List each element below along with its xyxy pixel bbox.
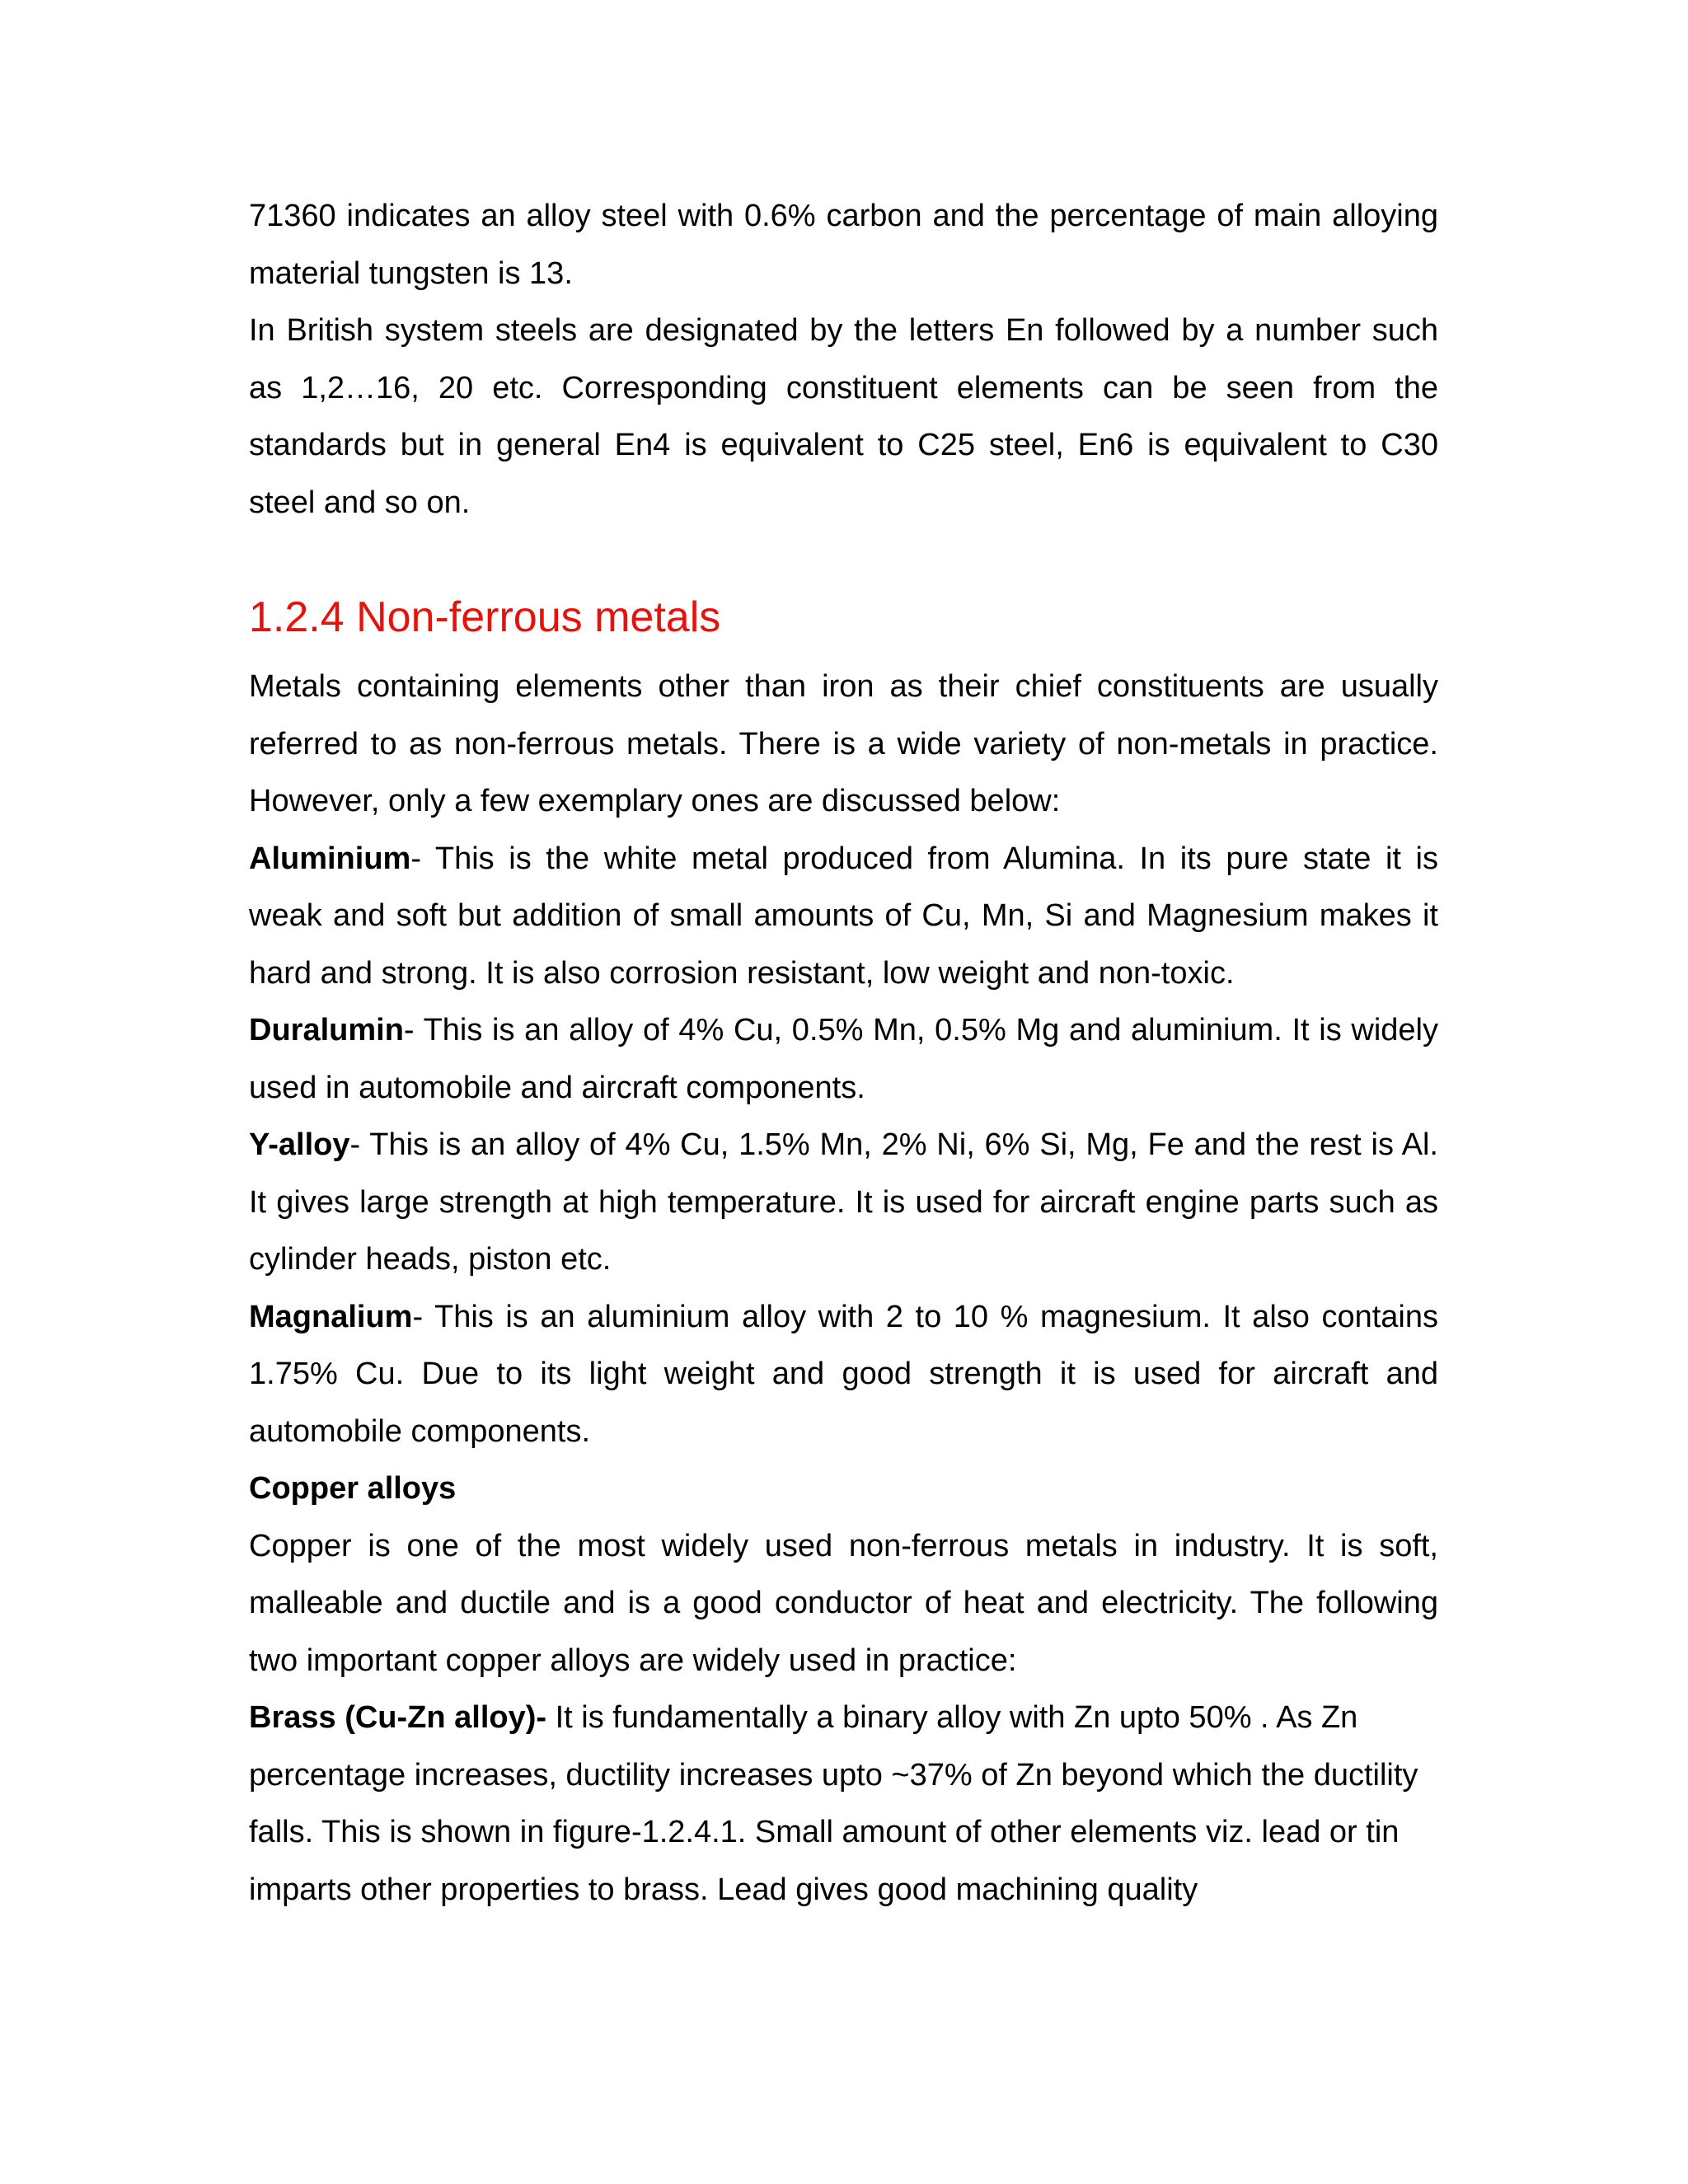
text-duralumin: - This is an alloy of 4% Cu, 0.5% Mn, 0.5% Mg and aluminium. It is widely used in automobile and aircraft components. <box>249 1013 1438 1105</box>
text-y-alloy: - This is an alloy of 4% Cu, 1.5% Mn, 2% Ni, 6% Si, Mg, Fe and the rest is Al. It gives large strength at high temperature. It is used for aircraft engine parts such as cylinder heads, piston etc. <box>249 1127 1438 1277</box>
term-brass: Brass (Cu-Zn alloy)- <box>249 1700 547 1735</box>
paragraph-duralumin <box>249 1002 1438 1117</box>
copper-alloys-heading: Copper alloys <box>249 1471 457 1506</box>
section-heading: 1.2.4 Non-ferrous metals <box>249 593 721 641</box>
term-y-alloy: Y-alloy <box>249 1127 350 1162</box>
paragraph-steel-designation: 71360 indicates an alloy steel with 0.6% carbon and the percentage of main alloying material tungsten is 13. <box>249 199 1438 291</box>
text-magnalium: - This is an aluminium alloy with 2 to 10 % magnesium. It also contains 1.75% Cu. Due to its light weight and good strength it is used for aircraft and automobile components. <box>249 1299 1438 1449</box>
paragraph-copper-intro: Copper is one of the most widely used non-ferrous metals in industry. It is soft, malleable and ductile and is a good conductor of heat and electricity. The following two important copper alloys are widely used in practice: <box>249 1528 1438 1678</box>
paragraph-brass <box>249 1690 1438 1919</box>
paragraph-y-alloy <box>249 1117 1438 1289</box>
term-duralumin: Duralumin <box>249 1013 404 1047</box>
page-content <box>249 188 1438 1919</box>
paragraph-nonferrous-intro: Metals containing elements other than iron as their chief constituents are usually referred to as non-ferrous metals. There is a wide variety of non-metals in practice. However, only a few exemplary ones are discussed below: <box>249 669 1438 818</box>
text-brass: It is fundamentally a binary alloy with Zn upto 50% . As Zn percentage increases, ductility increases upto ~37% of Zn beyond which the ductility falls. This is shown in figure-1.2.4.1. Small amount of other elements viz. lead or tin imparts other properties to brass. Lead gives good machining quality <box>249 1700 1418 1907</box>
paragraph-british-system: In British system steels are designated by the letters En followed by a number such as 1,2…16, 20 etc. Corresponding constituent elements can be seen from the standards but in general En4 is equivalent to C25 steel, En6 is equivalent to C30 steel and so on. <box>249 313 1438 520</box>
paragraph-aluminium <box>249 831 1438 1003</box>
paragraph-magnalium <box>249 1289 1438 1461</box>
text-aluminium: - This is the white metal produced from Alumina. In its pure state it is weak and soft but addition of small amounts of Cu, Mn, Si and Magnesium makes it hard and strong. It is also corrosion resistant, low weight and non-toxic. <box>249 841 1438 991</box>
term-aluminium: Aluminium <box>249 841 411 876</box>
term-magnalium: Magnalium <box>249 1299 413 1334</box>
